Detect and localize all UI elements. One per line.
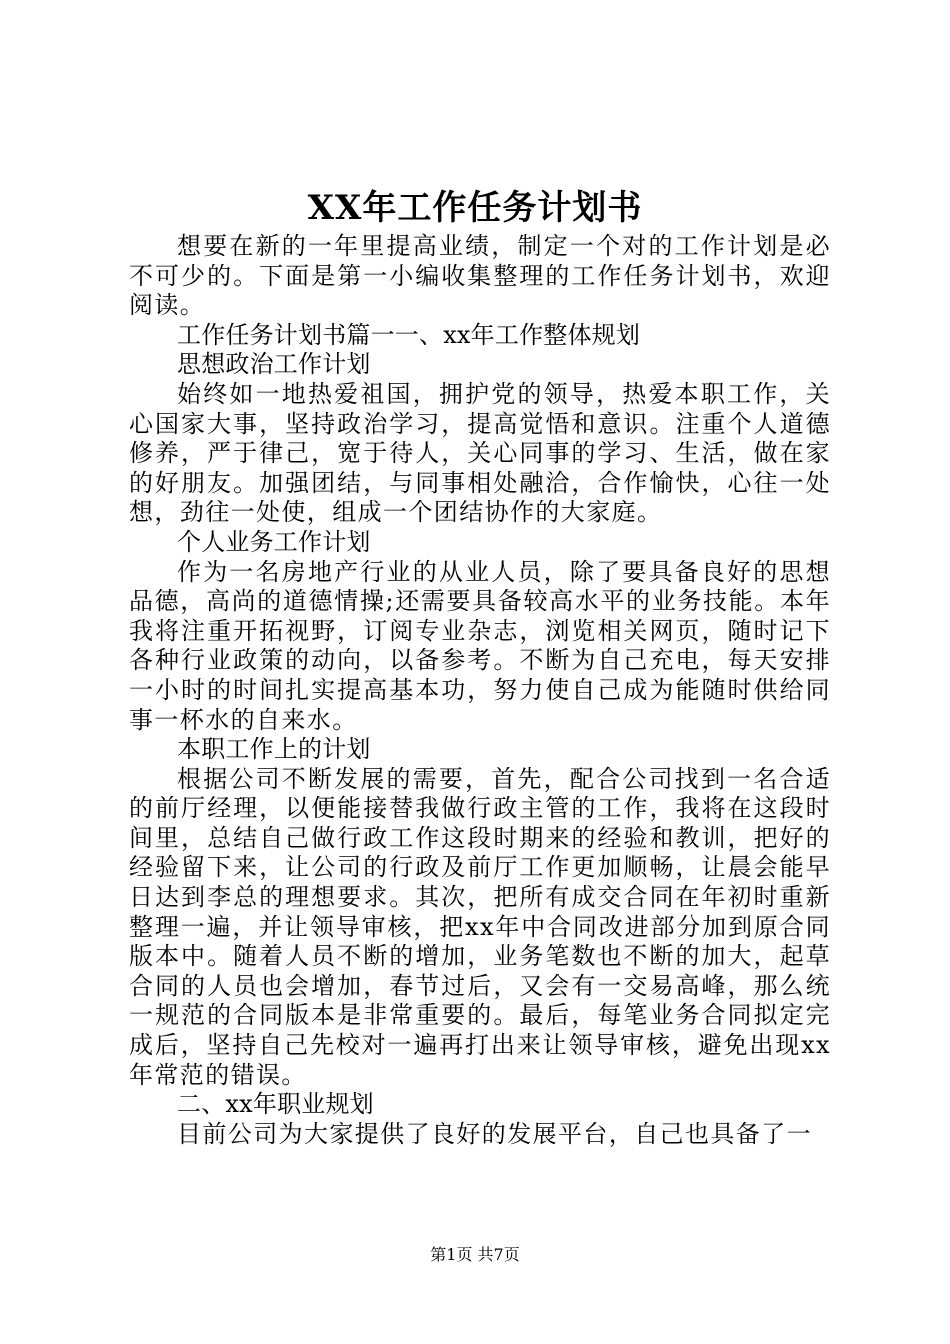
career-plan-paragraph: 目前公司为大家提供了良好的发展平台，自己也具备了一 xyxy=(177,1119,812,1148)
subheading-business-plan: 个人业务工作计划 xyxy=(177,527,371,556)
political-plan-paragraph: 始终如一地热爱祖国，拥护党的领导，热爱本职工作，关心国家大事，坚持政治学习，提高觉悟和意识。注重个人道德修养，严于律己，宽于待人，关心同事的学习、生活，做在家的好朋友。加强团结，与同事相处融洽，合作愉快，心往一处想，劲往一处使，组成一个团结协作的大家庭。 xyxy=(129,379,831,527)
subheading-job-plan: 本职工作上的计划 xyxy=(177,735,371,764)
document-title: XX年工作任务计划书 xyxy=(307,188,643,228)
intro-paragraph: 想要在新的一年里提高业绩，制定一个对的工作计划是必不可少的。下面是第一小编收集整理的工作任务计划书，欢迎阅读。 xyxy=(129,232,831,320)
subheading-political-plan: 思想政治工作计划 xyxy=(177,350,371,379)
page-number-footer: 第1页 共7页 xyxy=(430,1245,520,1264)
business-plan-paragraph: 作为一名房地产行业的从业人员，除了要具备良好的思想品德，高尚的道德情操;还需要具备较高水平的业务技能。本年我将注重开拓视野，订阅专业杂志，浏览相关网页，随时记下各种行业政策的动向，以备参考。不断为自己充电，每天安排一小时的时间扎实提高基本功，努力使自己成为能随时供给同事一杯水的自来水。 xyxy=(129,557,831,734)
document-body xyxy=(129,232,831,1149)
section-heading-annual-plan: 工作任务计划书篇一一、xx年工作整体规划 xyxy=(177,320,641,349)
section-heading-career-plan: 二、xx年职业规划 xyxy=(177,1090,374,1119)
job-plan-paragraph: 根据公司不断发展的需要，首先，配合公司找到一名合适的前厅经理，以便能接替我做行政主管的工作，我将在这段时间里，总结自己做行政工作这段时期来的经验和教训，把好的经验留下来，让公司的行政及前厅工作更加顺畅，让晨会能早日达到李总的理想要求。其次，把所有成交合同在年初时重新整理一遍，并让领导审核，把xx年中合同改进部分加到原合同版本中。随着人员不断的增加，业务笔数也不断的加大，起草合同的人员也会增加，春节过后，又会有一交易高峰，那么统一规范的合同版本是非常重要的。最后，每笔业务合同拟定完成后，坚持自己先校对一遍再打出来让领导审核，避免出现xx年常范的错误。 xyxy=(129,764,831,1089)
